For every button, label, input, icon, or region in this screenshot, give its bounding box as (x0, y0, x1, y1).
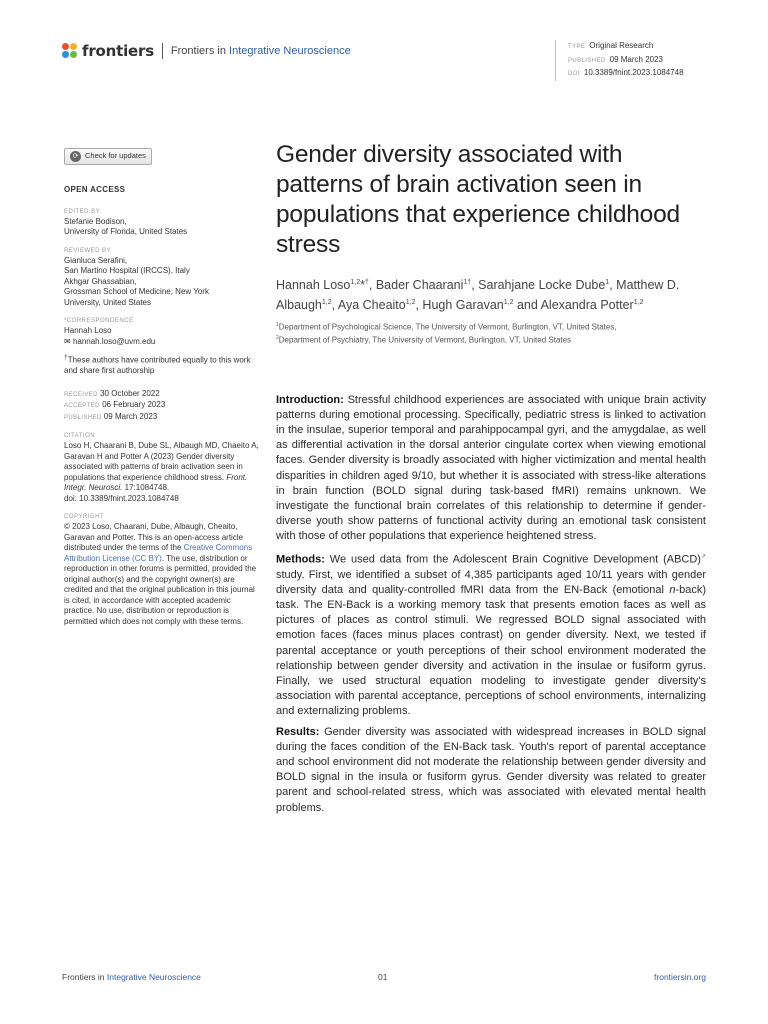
logo-divider (162, 43, 163, 59)
dagger-icon: † (64, 354, 68, 361)
article-main (276, 140, 706, 821)
abstract-results: Results: Gender diversity was associated with widespread increases in BOLD signal during the faces condition of the EN-Back task. Youth's report of parental acceptance and school environment did not moderate the relationship between gender diversity and BOLD signal in the insula or fusiform gyrus. Gender diversity was related to greater parent and school-related stress, which was associated with elevated mental health problems. (276, 725, 706, 814)
refresh-icon: ⟳ (70, 151, 81, 162)
page-header (62, 40, 712, 80)
doi-link[interactable]: 10.3389/fnint.2023.1084748 (583, 68, 684, 77)
published-date: 09 March 2023 (609, 54, 663, 64)
reviewers: Gianluca Serafini, San Martino Hospital (IRCCS), Italy Akhgar Ghassabian, Grossman School of Medicine, New York University, United States (64, 255, 209, 307)
page-number: 01 (378, 972, 388, 982)
article-meta: TYPE Original Research PUBLISHED 09 March 2023 DOI 10.3389/fnint.2023.1084748 (555, 40, 684, 81)
equal-contribution-note: †These authors have contributed equally to this work and share first authorship (64, 354, 251, 376)
journal-name[interactable]: Frontiers in Integrative Neuroscience (170, 45, 351, 57)
abstract-methods: Methods: We used data from the Adolescent Brain Cognitive Development (ABCD)↗ study. First, we identified a subset of 4,385 participants aged 10/11 years with gender diversity data and quality-controlled fMRI data from the EN-Back (emotional n-back) task. The EN-Back is a working memory task that presents emotion faces as well as pictures of places as control stimuli. We regressed BOLD signal associated with emotion faces (faces minus places contrast) on gender diversity. Next, we tested if parental acceptance or youth perceptions of their school environment moderated the relationship between gender diversity and activation in the insulae or fusiform gyrus. Finally, we used structural equation modeling to investigate gender diversity's association with parental acceptance, perceptions of school environments, internalizing and externalizing problems. (276, 553, 706, 718)
abstract (276, 393, 706, 816)
journal-logo[interactable] (62, 42, 351, 60)
copyright: © 2023 Loso, Chaarani, Dube, Albaugh, Cheaito, Garavan and Potter. This is an open-access article distributed under the terms of the Creative Commons Attribution License (CC BY). The use, distribution or reproduction in other forums is permitted, provided the original author(s) and the copyright owner(s) are credited and that the original publication in this journal is cited, in accordance with accepted academic practice. No use, distribution or reproduction is permitted which does not comply with these terms. (64, 522, 257, 626)
external-link-icon[interactable]: ↗ (700, 553, 706, 560)
envelope-icon: ✉ (64, 336, 71, 346)
article-dates: RECEIVED 30 October 2022 ACCEPTED 06 February 2023 PUBLISHED 09 March 2023 (64, 388, 166, 421)
footer-site-link[interactable]: frontiersin.org (654, 972, 706, 982)
check-for-updates-button[interactable]: ⟳ Check for updates (64, 148, 152, 165)
abstract-introduction: Introduction: Stressful childhood experiences are associated with unique brain activity patterns during emotional processing. Specifically, pediatric stress is linked to activation in the insulae, superior temporal and parahippocampal gyri, and the amygdalae, as well as differential activation in the dorsal anterior cingulate cortex when viewing emotional faces. Gender diversity is broadly associated with higher victimization and mental health disparities in children aged 9/10, but whether it is associated with stress-like alterations in brain function (BOLD signal during task-based fMRI) remains unknown. We investigate the functional brain correlates of this relationship to determine if gender-diverse youth show patterns of functional activity during an emotional task consistent with those of other populations that experience heightened stress. (276, 393, 706, 543)
frontiers-logo-icon (62, 43, 78, 59)
footer-journal[interactable]: Frontiers in Integrative Neuroscience (62, 972, 201, 982)
article-type: Original Research (589, 41, 654, 50)
email-link[interactable]: ✉ hannah.loso@uvm.edu (64, 336, 156, 346)
open-access-label: OPEN ACCESS (64, 185, 126, 194)
article-title: Gender diversity associated with patterns of brain activation seen in populations that experience childhood stress (276, 141, 680, 258)
author-list: Hannah Loso$^{1,2}$*†, Bader Chaarani$^{1\dagger}$, Sarahjane Locke Dube$^1$, Matthew D. Albaugh$^{1,2}$, Aya Cheaito$^{1,2}$, Hugh Garavan$^{1,2}$ and Alexandra Potter$^{1,2}$ (276, 278, 680, 313)
cc-license-link[interactable]: Creative Commons Attribution License (CC BY) (64, 543, 253, 563)
citation-doi[interactable]: doi: 10.3389/fnint.2023.1084748 (64, 493, 179, 503)
correspondence: Hannah Loso ✉ hannah.loso@uvm.edu (64, 326, 260, 347)
brand-name: frontiers (82, 42, 154, 60)
editor: Stefanie Bodison, University of Florida, United States (64, 216, 188, 236)
citation: Loso H, Chaarani B, Dube SL, Albaugh MD, Chaeito A, Garavan H and Potter A (2023) Gender diversity associated with patterns of brain activation seen in populations that experience childhood stress. Front. Integr. Neurosci. 17:1084748. doi: 10.3389/fnint.2023.1084748 (64, 441, 259, 503)
affiliations: $^1$Department of Psychological Science, The University of Vermont, Burlington, VT, United States, $^2$Department of Psychiatry, The University of Vermont, Burlington, VT, United States (276, 322, 617, 346)
article-sidebar: ⟳ Check for updates OPEN ACCESS EDITED BY Stefanie Bodison, University of Florida, United States REVIEWED BY Gianluca Serafini, San Martino Hospital (IRCCS), Italy Akhgar Ghassabian, Grossman School of Medicine, New York University, United States *CORRESPONDENCE Hannah Loso ✉ hannah.loso@uvm.edu †These authors have contributed equally to this work and share first authorship RECEIVED 30 October 2022 ACCEPTED 06 February 2023 PUBLISHED 09 March 2023 CITATION Loso H, Chaarani B, Dube SL, Albaugh MD, Chaeito A, Garavan H and Potter A (2023) Gender diversity associated with patterns of brain activation seen in populations that experience childhood stress. Front. Integr. Neurosci. 17:1084748. doi: 10.3389/fnint.2023.1084748 COPYRIGHT © 2023 Loso, Chaarani, Dube, Albaugh, Cheaito, Garavan and Potter. This is an open-access article distributed under the terms of the Creative Commons Attribution License (CC BY). The use, distribution or reproduction in other forums is permitted, provided the original author(s) and the copyright owner(s) are credited and that the original publication in this journal is cited, in accordance with accepted academic practice. No use, distribution or reproduction is permitted which does not comply with these terms. (64, 148, 260, 627)
